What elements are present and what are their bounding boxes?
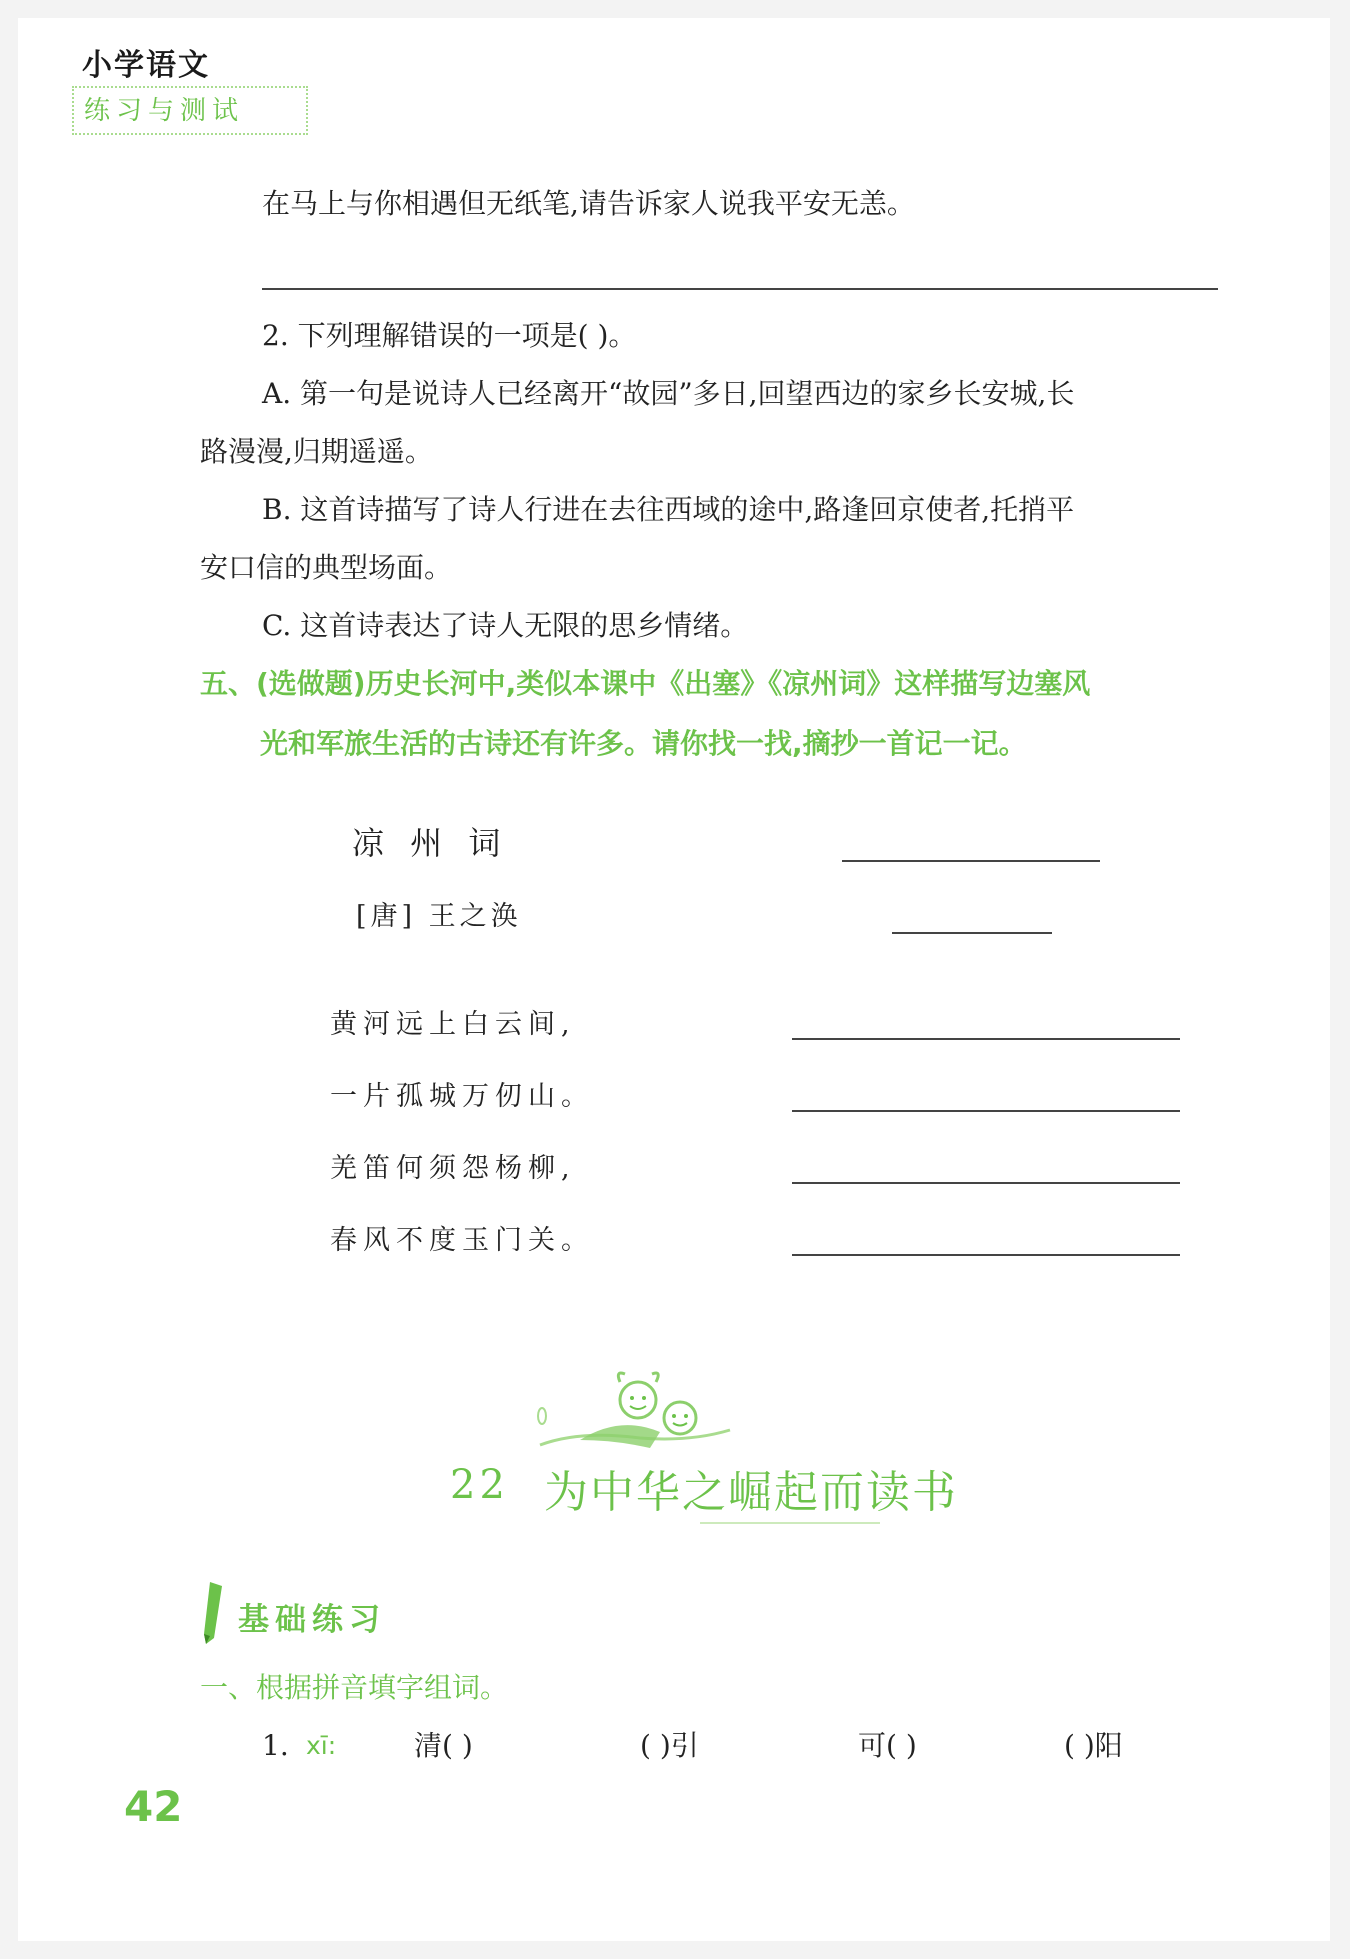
pencil-icon (198, 1578, 228, 1648)
fill-blank-3[interactable]: 可( ) (858, 1729, 917, 1762)
option-c: C. 这首诗表达了诗人无限的思乡情绪。 (262, 609, 749, 642)
poem-line-1: 黄河远上白云间, (330, 1009, 576, 1040)
copy-author-blank[interactable] (892, 932, 1052, 934)
pinyin-hint: xī: (306, 1731, 337, 1760)
option-a-line2: 路漫漫,归期遥遥。 (200, 435, 433, 468)
poem-line-2: 一片孤城万仞山。 (330, 1081, 594, 1112)
option-b-line2: 安口信的典型场面。 (200, 551, 453, 584)
option-b-line1: B. 这首诗描写了诗人行进在去往西域的途中,路逢回京使者,托捎平 (262, 493, 1075, 526)
lesson-number: 22 (450, 1462, 509, 1508)
question-5-line1: 五、(选做题)历史长河中,类似本课中《出塞》《凉州词》这样描写边塞风 (200, 667, 1091, 700)
reading-kids-icon (520, 1360, 750, 1470)
answer-blank-line[interactable] (262, 288, 1218, 290)
workbook-page (18, 18, 1330, 1941)
exercise-item-number: 1. (262, 1729, 289, 1762)
copy-line-2-blank[interactable] (792, 1110, 1180, 1112)
lesson-title-underline (700, 1522, 880, 1524)
book-subtitle: 练习与测试 (72, 86, 308, 135)
exercise-1-heading: 一、根据拼音填字组词。 (200, 1671, 509, 1704)
copy-line-1-blank[interactable] (792, 1038, 1180, 1040)
poem-title: 凉 州 词 (352, 824, 509, 862)
page-number: 42 (124, 1782, 183, 1831)
fill-blank-1[interactable]: 清( ) (414, 1729, 473, 1762)
option-a-line1: A. 第一句是说诗人已经离开“故园”多日,回望西边的家乡长安城,长 (262, 377, 1075, 410)
question-5-line2: 光和军旅生活的古诗还有许多。请你找一找,摘抄一首记一记。 (260, 727, 1027, 760)
lesson-title: 为中华之崛起而读书 (544, 1467, 958, 1518)
fill-blank-2[interactable]: ( )引 (640, 1729, 699, 1762)
answer-line-text: 在马上与你相遇但无纸笔,请告诉家人说我平安无恙。 (262, 187, 915, 220)
question-2-stem: 2. 下列理解错误的一项是( )。 (262, 319, 637, 352)
poem-author: [唐] 王之涣 (356, 901, 522, 932)
copy-line-4-blank[interactable] (792, 1254, 1180, 1256)
copy-title-blank[interactable] (842, 860, 1100, 862)
book-title: 小学语文 (82, 48, 210, 83)
poem-line-4: 春风不度玉门关。 (330, 1225, 594, 1256)
fill-blank-4[interactable]: ( )阳 (1064, 1729, 1123, 1762)
poem-line-3: 羌笛何须怨杨柳, (330, 1153, 576, 1184)
section-title: 基础练习 (238, 1602, 386, 1638)
copy-line-3-blank[interactable] (792, 1182, 1180, 1184)
